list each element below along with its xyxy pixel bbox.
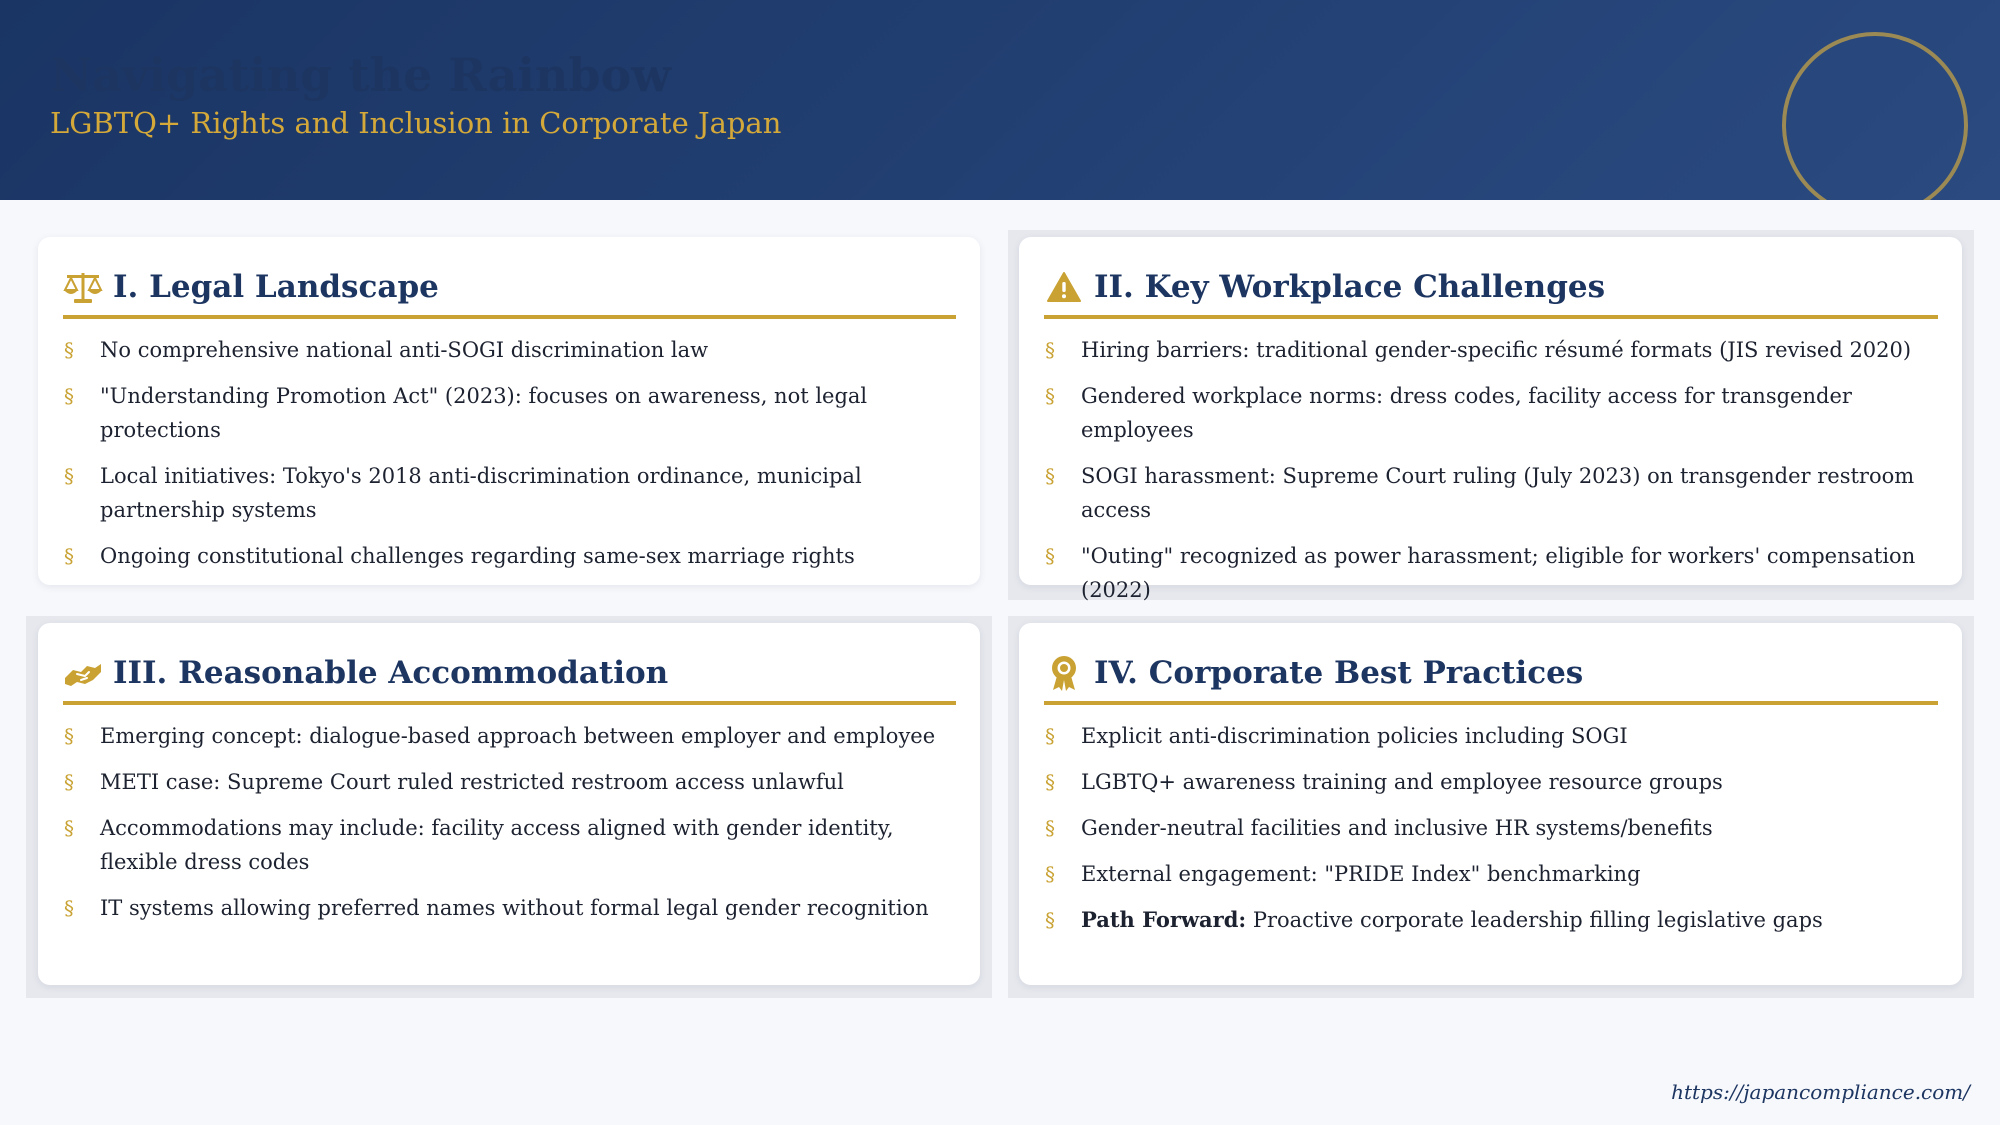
section-marker: § [64, 384, 74, 408]
section-marker: § [1045, 544, 1055, 568]
card-corporate-best-practices [1019, 623, 1962, 985]
section-marker: § [1045, 338, 1055, 362]
page-title: Navigating the Rainbow [50, 48, 671, 102]
item-list [63, 719, 956, 925]
section-marker: § [1045, 862, 1055, 886]
item-list [1044, 333, 1938, 607]
section-marker: § [1045, 464, 1055, 488]
decorative-ring [1782, 32, 1968, 200]
item-list [1044, 719, 1938, 937]
list-item: § Emerging concept: dialogue-based approach between employer and employee [63, 719, 956, 753]
section-marker: § [1045, 770, 1055, 794]
item-list [63, 333, 956, 573]
section-marker: § [1045, 816, 1055, 840]
warning-icon [1044, 267, 1084, 307]
list-item-path-forward [1044, 903, 1938, 937]
list-item: § Gendered workplace norms: dress codes, facility access for transgender employees [1044, 379, 1938, 447]
list-item: § SOGI harassment: Supreme Court ruling (July 2023) on transgender restroom access [1044, 459, 1938, 527]
handshake-icon [63, 653, 103, 693]
path-forward-label: Path Forward: [1081, 907, 1247, 932]
award-icon [1044, 653, 1084, 693]
card-title: III. Reasonable Accommodation [113, 655, 669, 691]
list-item: § "Understanding Promotion Act" (2023): focuses on awareness, not legal protections [63, 379, 956, 447]
footer-url: https://japancompliance.com/ [1671, 1080, 1970, 1104]
list-item: § LGBTQ+ awareness training and employee resource groups [1044, 765, 1938, 799]
card-header [63, 647, 956, 705]
list-item: § Ongoing constitutional challenges regarding same-sex marriage rights [63, 539, 956, 573]
list-item: § External engagement: "PRIDE Index" benchmarking [1044, 857, 1938, 891]
path-forward-text: Proactive corporate leadership filling legislative gaps [1246, 908, 1823, 932]
header-banner [0, 0, 2000, 200]
card-title: I. Legal Landscape [113, 269, 439, 305]
card-title: IV. Corporate Best Practices [1094, 655, 1584, 691]
list-item: § IT systems allowing preferred names without formal legal gender recognition [63, 891, 956, 925]
list-item: § Hiring barriers: traditional gender-specific résumé formats (JIS revised 2020) [1044, 333, 1938, 367]
card-title: II. Key Workplace Challenges [1094, 269, 1606, 305]
list-item: § METI case: Supreme Court ruled restricted restroom access unlawful [63, 765, 956, 799]
card-header [1044, 647, 1938, 705]
list-item: § No comprehensive national anti-SOGI discrimination law [63, 333, 956, 367]
section-marker: § [64, 544, 74, 568]
section-marker: § [1045, 724, 1055, 748]
section-marker: § [64, 896, 74, 920]
scale-icon [63, 267, 103, 307]
list-item: § "Outing" recognized as power harassment; eligible for workers' compensation (2022) [1044, 539, 1938, 607]
list-item: § Accommodations may include: facility access aligned with gender identity, flexible dress codes [63, 811, 956, 879]
card-reasonable-accommodation [38, 623, 980, 985]
card-legal-landscape [38, 237, 980, 585]
page-subtitle: LGBTQ+ Rights and Inclusion in Corporate Japan [50, 106, 782, 140]
section-marker: § [64, 770, 74, 794]
list-item: § Gender-neutral facilities and inclusive HR systems/benefits [1044, 811, 1938, 845]
card-workplace-challenges [1019, 237, 1962, 602]
section-marker: § [64, 724, 74, 748]
list-item: § Explicit anti-discrimination policies including SOGI [1044, 719, 1938, 753]
section-marker: § [64, 464, 74, 488]
section-marker: § [1045, 908, 1055, 932]
card-header [63, 261, 956, 319]
section-marker: § [64, 338, 74, 362]
card-header [1044, 261, 1938, 319]
list-item: § Local initiatives: Tokyo's 2018 anti-discrimination ordinance, municipal partnership systems [63, 459, 956, 527]
section-marker: § [1045, 384, 1055, 408]
section-marker: § [64, 816, 74, 840]
